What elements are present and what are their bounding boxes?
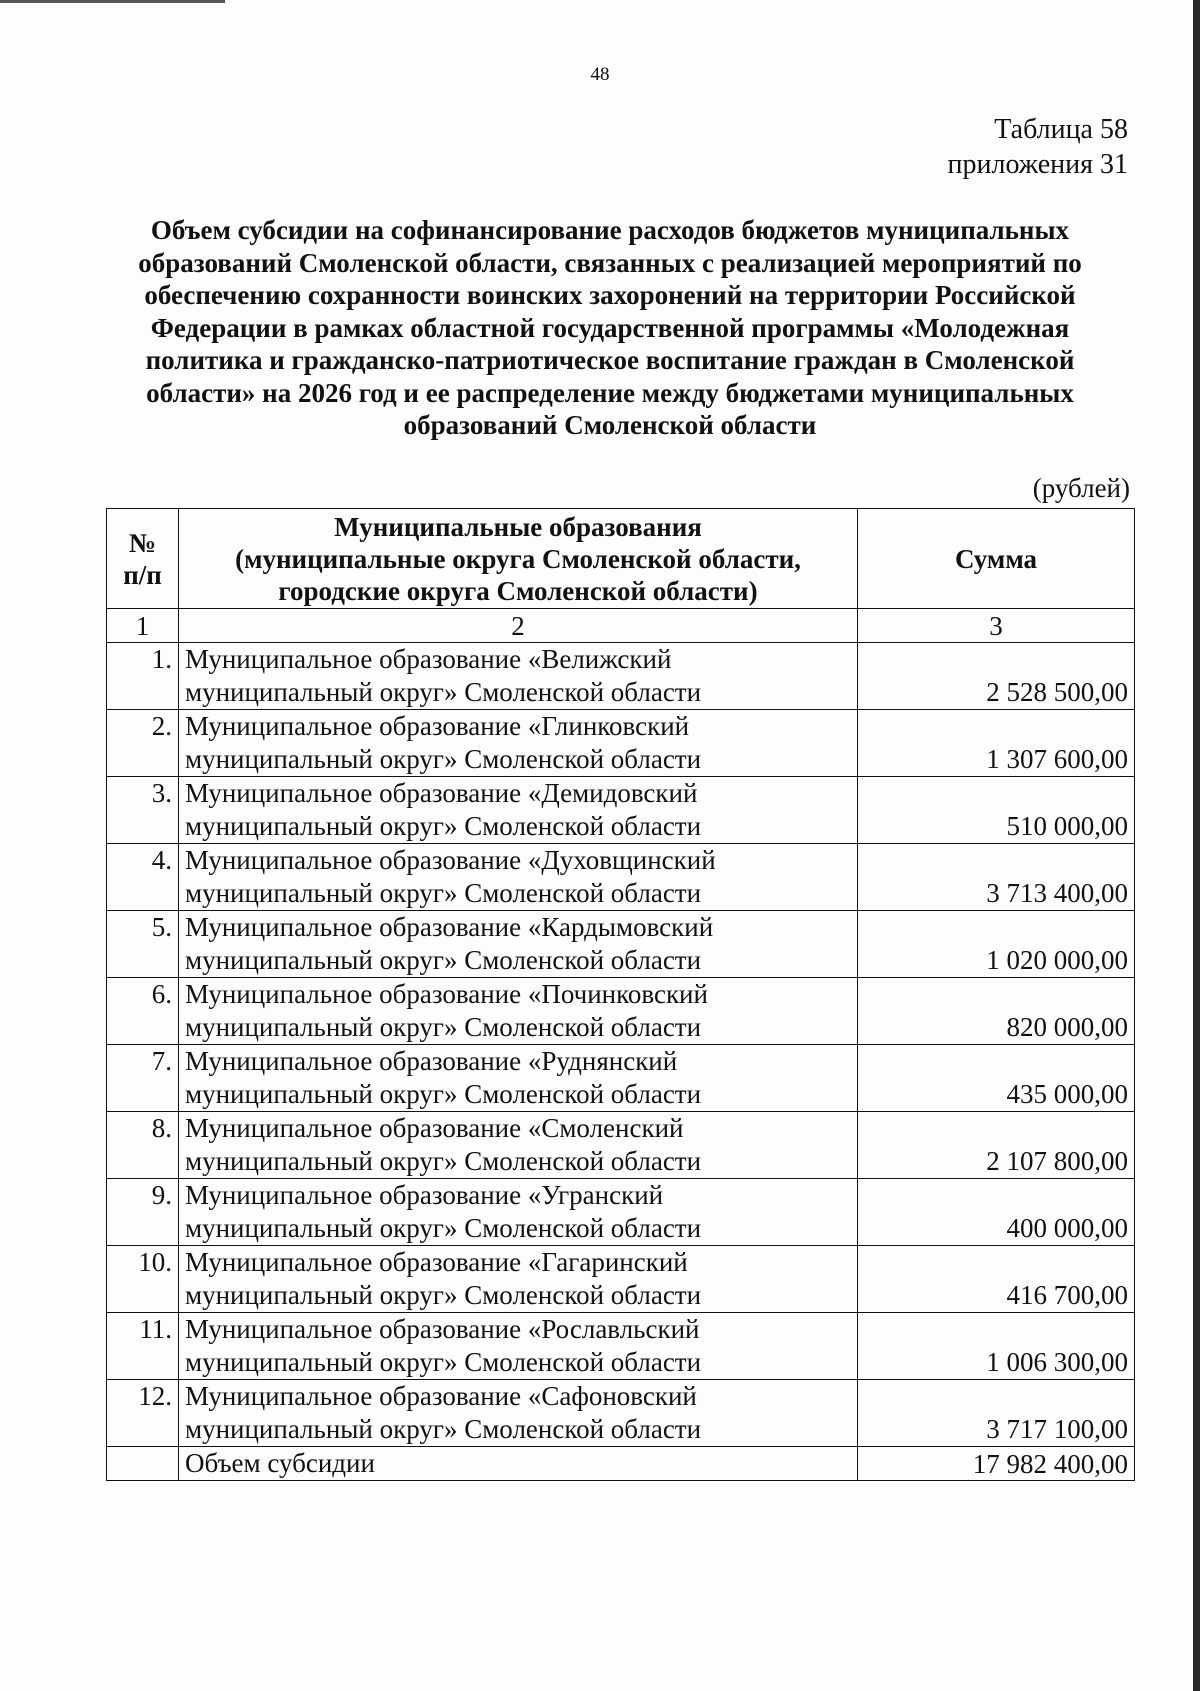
header-name-line2: (муниципальные округа Смоленской области, <box>235 543 801 574</box>
table-row <box>107 978 1135 1045</box>
row-number: 11. <box>107 1313 179 1380</box>
table-row <box>107 1313 1135 1380</box>
row-number: 6. <box>107 978 179 1045</box>
table-row <box>107 1112 1135 1179</box>
scan-edge-top <box>0 0 225 3</box>
table-row <box>107 1380 1135 1447</box>
row-sum: 3 717 100,00 <box>858 1380 1135 1447</box>
column-index: 2 <box>179 609 858 643</box>
column-index-row <box>107 609 1135 643</box>
municipality-name <box>179 1179 858 1246</box>
table-ref-line1: Таблица 58 <box>994 114 1128 145</box>
municipality-name <box>179 844 858 911</box>
table-body <box>107 509 1135 1481</box>
total-sum: 17 982 400,00 <box>858 1447 1135 1481</box>
table-row <box>107 643 1135 710</box>
table-row <box>107 1179 1135 1246</box>
subsidy-table <box>106 508 1135 1481</box>
municipality-name-line1: Муниципальное образование «Смоленский <box>185 1113 684 1143</box>
municipality-name <box>179 643 858 710</box>
table-row <box>107 777 1135 844</box>
municipality-name <box>179 911 858 978</box>
header-num <box>107 509 179 609</box>
header-sum: Сумма <box>858 509 1135 609</box>
unit-note: (рублей) <box>1032 473 1130 503</box>
municipality-name-line1: Муниципальное образование «Духовщинский <box>185 845 716 875</box>
municipality-name-line1: Муниципальное образование «Кардымовский <box>185 912 714 942</box>
municipality-name <box>179 777 858 844</box>
row-number: 2. <box>107 710 179 777</box>
municipality-name-line2: муниципальный округ» Смоленской области <box>185 945 702 975</box>
table-row <box>107 911 1135 978</box>
municipality-name <box>179 1246 858 1313</box>
row-sum: 416 700,00 <box>858 1246 1135 1313</box>
header-name-line1: Муниципальные образования <box>334 511 702 542</box>
municipality-name <box>179 1045 858 1112</box>
municipality-name-line2: муниципальный округ» Смоленской области <box>185 1414 702 1444</box>
page-number: 48 <box>590 64 610 85</box>
row-number: 9. <box>107 1179 179 1246</box>
municipality-name-line1: Муниципальное образование «Рославльский <box>185 1314 700 1344</box>
header-num-line1: № <box>128 527 157 558</box>
row-number: 4. <box>107 844 179 911</box>
row-sum: 1 006 300,00 <box>858 1313 1135 1380</box>
column-index: 3 <box>858 609 1135 643</box>
total-num-cell <box>107 1447 179 1481</box>
municipality-name <box>179 710 858 777</box>
row-sum: 820 000,00 <box>858 978 1135 1045</box>
header-name-line3: городские округа Смоленской области) <box>278 575 758 606</box>
municipality-name <box>179 978 858 1045</box>
municipality-name-line2: муниципальный округ» Смоленской области <box>185 1347 702 1377</box>
header-num-line2: п/п <box>123 559 162 590</box>
table-row <box>107 844 1135 911</box>
municipality-name-line1: Муниципальное образование «Угранский <box>185 1180 664 1210</box>
municipality-name <box>179 1380 858 1447</box>
municipality-name-line2: муниципальный округ» Смоленской области <box>185 1280 702 1310</box>
municipality-name-line2: муниципальный округ» Смоленской области <box>185 1079 702 1109</box>
row-number: 12. <box>107 1380 179 1447</box>
row-number: 7. <box>107 1045 179 1112</box>
municipality-name-line1: Муниципальное образование «Демидовский <box>185 778 698 808</box>
municipality-name-line1: Муниципальное образование «Гагаринский <box>185 1247 688 1277</box>
row-sum: 2 107 800,00 <box>858 1112 1135 1179</box>
row-number: 5. <box>107 911 179 978</box>
column-index: 1 <box>107 609 179 643</box>
municipality-name-line1: Муниципальное образование «Глинковский <box>185 711 690 741</box>
municipality-name-line2: муниципальный округ» Смоленской области <box>185 878 702 908</box>
municipality-name <box>179 1112 858 1179</box>
table-row <box>107 1045 1135 1112</box>
row-number: 8. <box>107 1112 179 1179</box>
municipality-name-line2: муниципальный округ» Смоленской области <box>185 1146 702 1176</box>
row-sum: 2 528 500,00 <box>858 643 1135 710</box>
municipality-name-line2: муниципальный округ» Смоленской области <box>185 744 702 774</box>
header-name <box>179 509 858 609</box>
municipality-name-line2: муниципальный округ» Смоленской области <box>185 1012 702 1042</box>
row-sum: 435 000,00 <box>858 1045 1135 1112</box>
row-number: 3. <box>107 777 179 844</box>
row-sum: 3 713 400,00 <box>858 844 1135 911</box>
municipality-name-line1: Муниципальное образование «Сафоновский <box>185 1381 697 1411</box>
municipality-name-line2: муниципальный округ» Смоленской области <box>185 811 702 841</box>
row-sum: 1 307 600,00 <box>858 710 1135 777</box>
municipality-name-line1: Муниципальное образование «Велижский <box>185 644 672 674</box>
total-row <box>107 1447 1135 1481</box>
row-sum: 1 020 000,00 <box>858 911 1135 978</box>
table-reference <box>948 112 1129 182</box>
row-number: 1. <box>107 643 179 710</box>
table-row <box>107 710 1135 777</box>
document-title: Объем субсидии на софинансирование расходов бюджетов муниципальных образований Смоленской области, связанных с реализацией мероприятий по обеспечению сохранности воинских захоронений на территории Российской Федерации в рамках областной государственной программы «Молодежная политика и гражданско-патриотическое воспитание граждан в Смоленской области» на 2026 год и ее распределение между бюджетами муниципальных образований Смоленской области <box>138 215 1082 440</box>
municipality-name-line1: Муниципальное образование «Починковский <box>185 979 708 1009</box>
municipality-name-line2: муниципальный округ» Смоленской области <box>185 677 702 707</box>
row-sum: 510 000,00 <box>858 777 1135 844</box>
table-ref-line2: приложения 31 <box>947 149 1128 180</box>
municipality-name-line1: Муниципальное образование «Руднянский <box>185 1046 678 1076</box>
row-sum: 400 000,00 <box>858 1179 1135 1246</box>
municipality-name-line2: муниципальный округ» Смоленской области <box>185 1213 702 1243</box>
table-row <box>107 1246 1135 1313</box>
municipality-name <box>179 1313 858 1380</box>
table-header-row <box>107 509 1135 609</box>
total-label: Объем субсидии <box>179 1447 858 1481</box>
scan-edge-right <box>1193 0 1200 1691</box>
row-number: 10. <box>107 1246 179 1313</box>
